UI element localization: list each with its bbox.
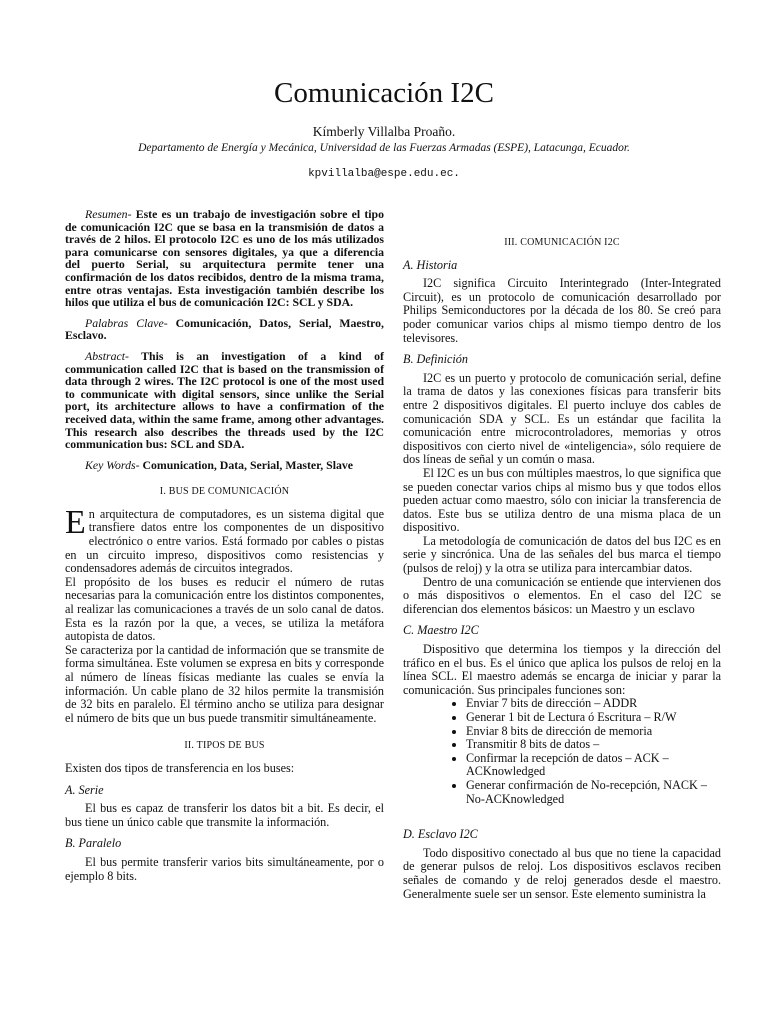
subsection-serie-text: El bus es capaz de transferir los datos bit a bit. Es decir, el bus tiene un único cable que transmite la información.: [65, 801, 384, 829]
definicion-paragraph-4: Dentro de una comunicación se entiende que intervienen dos o más dispositivos o elementos. En el caso del I2C se diferencian dos elementos básicos: un Maestro y un esclavo: [403, 574, 721, 616]
abstract-paragraph: [65, 350, 384, 451]
author-affiliation: Departamento de Energía y Mecánica, Universidad de las Fuerzas Armadas (ESPE), Latacunga, Ecuador.: [138, 142, 630, 154]
palabras-clave-label: Palabras Clave-: [85, 315, 168, 330]
resumen-paragraph: [65, 208, 384, 309]
abstract-label: Abstract-: [85, 348, 129, 363]
section-1-paragraph-2: El propósito de los buses es reducir el número de rutas necesarias para la comunicación entre los distintos componentes, al realizar las comunicaciones a través de un solo canal de datos. Esta es la razón por la que, a veces, se utiliza la metáfora autopista de datos.: [65, 574, 384, 644]
section-1-paragraph-1: [65, 503, 384, 576]
subsection-paralelo-text: El bus permite transferir varios bits simultáneamente, por o ejemplo 8 bits.: [65, 854, 384, 883]
section-1-heading: I. BUS DE COMUNICACIÓN: [159, 486, 290, 498]
list-item: • Enviar 7 bits de dirección – ADDR: [466, 697, 721, 711]
subsection-paralelo-heading: B. Paralelo: [65, 836, 122, 851]
keywords-label: Key Words-: [85, 457, 140, 472]
right-column: [403, 208, 721, 901]
section-2-heading: II. TIPOS DE BUS: [184, 740, 265, 752]
list-item: • Enviar 8 bits de dirección de memoria: [466, 725, 721, 739]
subsection-definicion-heading: B. Definición: [403, 352, 468, 367]
list-item: • Confirmar la recepción de datos – ACK – ACKnowledged: [466, 752, 721, 779]
subsection-serie-heading: A. Serie: [65, 782, 104, 797]
author-name: Kímberly Villalba Proaño.: [312, 124, 456, 139]
resumen-text: Este es un trabajo de investigación sobre el tipo de comunicación I2C que se basa en la transmisión de datos a través de 2 hilos. El protocolo I2C es uno de los más utilizados para comunicarse con sensores digitales, ya que a diferencia del puerto Serial, su arquitectura permite tener una confirmación de los datos recibidos, dentro de la misma trama, entre otras ventajas. Esta investigación también describe los hilos que utiliza el bus de comunicación I2C: SCL y SDA.: [65, 207, 384, 310]
subsection-esclavo-heading: D. Esclavo I2C: [403, 827, 478, 842]
definicion-paragraph-1: I2C es un puerto y protocolo de comunicación serial, define la trama de datos y las conexiones físicas para transferir bits entre 2 dispositivos digitales. El puerto incluye dos cables de comunicación SDA y SCL. Es un estándar que facilita la comunicación entre microcontroladores, memorias y otros dispositivos con cierto nivel de «inteligencia», sólo requiere de dos líneas de señal y un común o masa.: [403, 370, 721, 467]
definicion-paragraph-2: El I2C es un bus con múltiples maestros, lo que significa que se pueden conectar varios chips al mismo bus y que todos ellos pueden actuar como maestro, sólo con iniciar la transferencia de datos. Este bus se utiliza dentro de una misma placa de un dispositivo.: [403, 465, 721, 535]
list-item: • Generar confirmación de No-recepción, NACK – No-ACKnowledged: [466, 779, 721, 806]
dropcap-letter: E: [65, 503, 86, 541]
maestro-functions-list: [403, 697, 721, 806]
maestro-text: Dispositivo que determina los tiempos y la dirección del tráfico en el bus. Es el único que aplica los pulsos de reloj en la línea SCL. El maestro además se encarga de iniciar y parar la comunicación. Sus principales funciones son:: [403, 642, 721, 697]
resumen-label: Resumen-: [85, 207, 132, 221]
paper-title: Comunicación I2C: [274, 77, 494, 109]
left-column: [65, 208, 384, 883]
palabras-clave-text: Comunicación, Datos, Serial, Maestro, Esclavo.: [65, 315, 384, 343]
keywords-paragraph: [65, 459, 384, 472]
palabras-clave-paragraph: [65, 317, 384, 342]
section-3-heading: III. COMUNICACIÓN I2C: [504, 237, 620, 248]
section-2-paragraph-1: Existen dos tipos de transferencia en los buses:: [65, 760, 295, 775]
subsection-maestro-heading: C. Maestro I2C: [403, 623, 479, 638]
definicion-paragraph-3: La metodología de comunicación de datos del bus I2C es en serie y sincrónica. Una de las señales del bus marca el tiempo (pulsos de reloj) y la otra se utiliza para intercambiar datos.: [403, 533, 721, 576]
list-item: • Generar 1 bit de Lectura ó Escritura – R/W: [466, 711, 721, 725]
section-1-paragraph-3: Se caracteriza por la cantidad de información que se transmite de forma simultánea. Este volumen se expresa en bits y corresponde al número de líneas físicas mediante las cuales se envía la información. Un cable plano de 32 hilos permite la transmisión de 32 bits en paralelo. El término ancho se utiliza para designar el número de bits que un bus puede transmitir simultáneamente.: [65, 642, 384, 725]
list-item: • Transmitir 8 bits de datos –: [466, 738, 721, 752]
historia-text: I2C significa Circuito Interintegrado (Inter-Integrated Circuit), es un protocolo de comunicación desarrollado por Philips Semiconductores por la década de los 80. Se creó para poder comunicar varios chips al mismo tiempo dentro de los televisores.: [403, 276, 721, 345]
esclavo-text: Todo dispositivo conectado al bus que no tiene la capacidad de generar pulsos de reloj. Los dispositivos esclavos reciben señales de comando y de reloj generados desde el maestro. Generalmente suele ser un sensor. Este elemento suministra la: [403, 845, 721, 901]
keywords-text: Comunication, Data, Serial, Master, Slave: [139, 457, 354, 472]
abstract-text: This is an investigation of a kind of communication called I2C that is based on the transmission of data through 2 wires. The I2C protocol is one of the most used to communicate with digital sensors, since unlike the Serial port, its architecture allows to have a confirmation of the received data, within the same frame, among other advantages. This research also describes the threads used by the I2C communication bus: SCL and SDA.: [65, 348, 384, 452]
subsection-historia-heading: A. Historia: [403, 257, 458, 272]
author-email: kpvillalba@espe.edu.ec.: [308, 168, 460, 180]
section-1-paragraph-1-text: n arquitectura de computadores, es un sistema digital que transfiere datos entre los componentes de un dispositivo electrónico o entre varios. Está formado por cables o pistas en un circuito impreso, dispositivos como resistencias y condensadores además de circuitos integrados.: [65, 506, 384, 576]
